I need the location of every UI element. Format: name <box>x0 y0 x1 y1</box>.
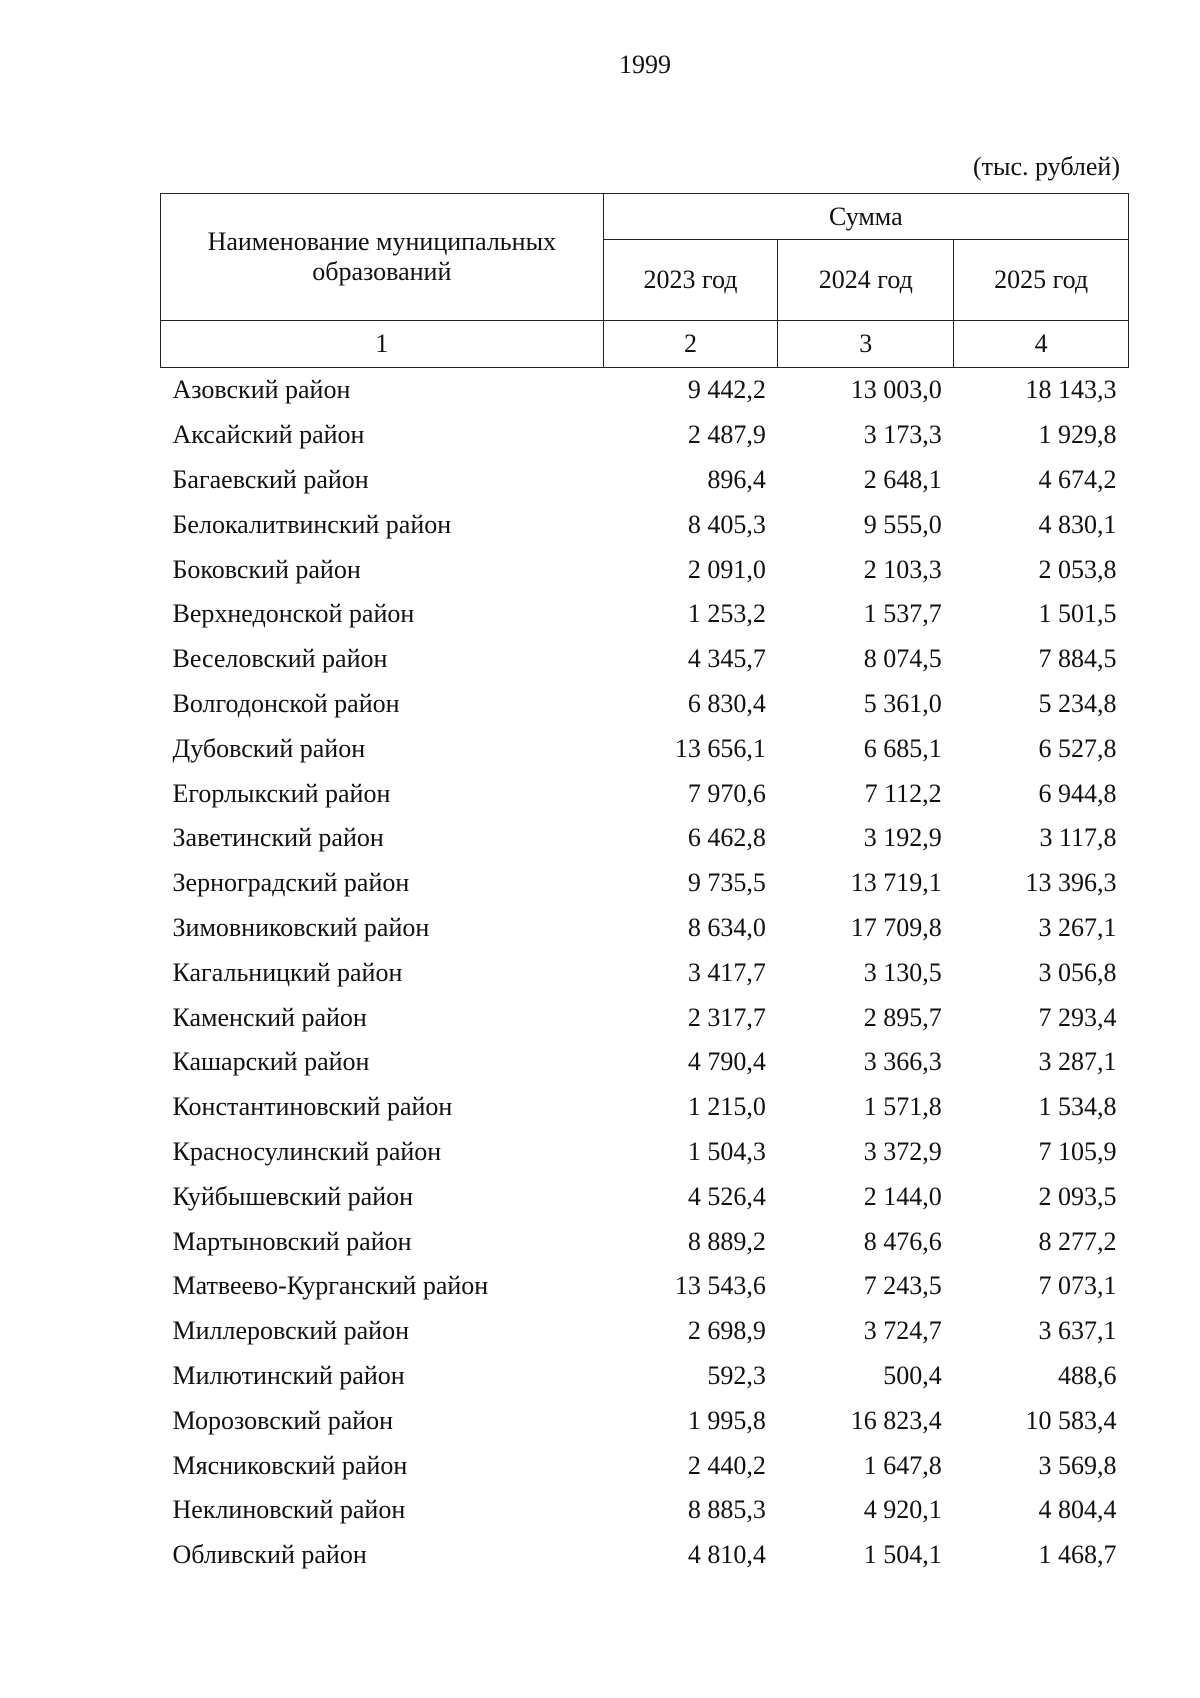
value-2024: 17 709,8 <box>850 912 942 942</box>
value-2024: 16 823,4 <box>850 1405 942 1435</box>
value-2023: 2 698,9 <box>687 1316 766 1346</box>
year-header-2025: 2025 год <box>954 240 1129 321</box>
name-column-header: Наименование муниципальных образований <box>161 194 604 321</box>
municipality-name: Константиновский район <box>172 1092 453 1122</box>
column-number-2: 2 <box>603 321 778 368</box>
value-2023: 6 830,4 <box>687 688 766 718</box>
value-2025: 3 117,8 <box>1039 823 1117 853</box>
municipality-name: Волгодонской район <box>172 688 400 718</box>
table-row <box>161 1488 1129 1533</box>
value-2023: 8 885,3 <box>687 1495 766 1525</box>
value-2024: 8 074,5 <box>863 644 942 674</box>
table-row <box>161 1264 1129 1309</box>
value-2025: 3 287,1 <box>1038 1047 1117 1077</box>
value-2024: 3 173,3 <box>863 420 942 450</box>
value-2023: 2 091,0 <box>687 554 766 584</box>
value-2023: 8 889,2 <box>687 1226 766 1256</box>
municipality-name: Зимовниковский район <box>172 912 430 942</box>
municipality-name: Обливский район <box>172 1540 367 1570</box>
value-2023: 2 487,9 <box>687 420 766 450</box>
value-2024: 4 920,1 <box>863 1495 942 1525</box>
value-2023: 896,4 <box>707 464 766 494</box>
value-2023: 1 215,0 <box>687 1092 766 1122</box>
value-2025: 18 143,3 <box>1025 375 1117 405</box>
value-2025: 5 234,8 <box>1038 688 1117 718</box>
table-row <box>161 816 1129 861</box>
value-2025: 13 396,3 <box>1025 868 1117 898</box>
value-2025: 7 884,5 <box>1038 644 1117 674</box>
value-2024: 3 192,9 <box>863 823 942 853</box>
value-2023: 4 790,4 <box>687 1047 766 1077</box>
table-row <box>161 1354 1129 1399</box>
value-2023: 7 970,6 <box>687 778 766 808</box>
municipality-name: Мясниковский район <box>172 1450 408 1480</box>
value-2023: 9 735,5 <box>687 868 766 898</box>
municipality-name: Кашарский район <box>172 1047 370 1077</box>
budget-table <box>160 193 1129 1578</box>
sum-group-header: Сумма <box>603 194 1128 240</box>
municipality-name: Боковский район <box>172 554 361 584</box>
value-2023: 13 656,1 <box>674 733 766 763</box>
municipality-name: Куйбышевский район <box>172 1181 414 1211</box>
value-2023: 4 810,4 <box>687 1540 766 1570</box>
value-2025: 4 830,1 <box>1038 509 1117 539</box>
municipality-name: Милютинский район <box>172 1360 405 1390</box>
municipality-name: Морозовский район <box>172 1405 394 1435</box>
column-number-1: 1 <box>161 321 604 368</box>
table-row <box>161 771 1129 816</box>
table-row <box>161 906 1129 951</box>
municipality-name: Азовский район <box>172 375 351 405</box>
table-row <box>161 1174 1129 1219</box>
municipality-name: Неклиновский район <box>172 1495 406 1525</box>
column-number-3: 3 <box>778 321 954 368</box>
value-2025: 2 053,8 <box>1038 554 1117 584</box>
value-2023: 8 634,0 <box>687 912 766 942</box>
municipality-name: Кагальницкий район <box>172 957 403 987</box>
municipality-name: Красносулинский район <box>172 1136 442 1166</box>
value-2024: 1 504,1 <box>863 1540 942 1570</box>
value-2024: 6 685,1 <box>863 733 942 763</box>
value-2024: 2 895,7 <box>863 1002 942 1032</box>
value-2024: 9 555,0 <box>863 509 942 539</box>
table-row <box>161 547 1129 592</box>
value-2023: 4 345,7 <box>687 644 766 674</box>
value-2024: 1 537,7 <box>863 599 942 629</box>
municipality-name: Аксайский район <box>172 420 365 450</box>
municipality-name: Каменский район <box>172 1002 367 1032</box>
table-row <box>161 1309 1129 1354</box>
table-row <box>161 682 1129 727</box>
table-row <box>161 458 1129 503</box>
value-2025: 8 277,2 <box>1038 1226 1117 1256</box>
value-2023: 9 442,2 <box>687 375 766 405</box>
table-row <box>161 1219 1129 1264</box>
column-number-4: 4 <box>954 321 1129 368</box>
value-2024: 2 103,3 <box>863 554 942 584</box>
municipality-name: Веселовский район <box>172 644 388 674</box>
value-2023: 6 462,8 <box>687 823 766 853</box>
municipality-name: Мартыновский район <box>172 1226 412 1256</box>
value-2023: 3 417,7 <box>687 957 766 987</box>
value-2024: 3 366,3 <box>863 1047 942 1077</box>
value-2024: 13 719,1 <box>850 868 942 898</box>
value-2024: 1 571,8 <box>863 1092 942 1122</box>
value-2023: 13 543,6 <box>674 1271 766 1301</box>
units-label: (тыс. рублей) <box>972 152 1120 181</box>
value-2023: 2 440,2 <box>687 1450 766 1480</box>
value-2024: 2 648,1 <box>863 464 942 494</box>
value-2025: 1 468,7 <box>1038 1540 1117 1570</box>
value-2024: 3 130,5 <box>863 957 942 987</box>
value-2025: 2 093,5 <box>1038 1181 1117 1211</box>
value-2025: 4 674,2 <box>1038 464 1117 494</box>
table-row <box>161 592 1129 637</box>
table-header <box>161 194 1129 368</box>
value-2024: 13 003,0 <box>850 375 942 405</box>
table-body <box>161 368 1129 1578</box>
table-row <box>161 726 1129 771</box>
value-2025: 488,6 <box>1058 1360 1117 1390</box>
value-2025: 7 293,4 <box>1038 1002 1117 1032</box>
value-2025: 6 944,8 <box>1038 778 1117 808</box>
year-header-2024: 2024 год <box>778 240 954 321</box>
page-number: 1999 <box>619 50 671 79</box>
table-row <box>161 995 1129 1040</box>
value-2025: 3 637,1 <box>1038 1316 1117 1346</box>
value-2023: 4 526,4 <box>687 1181 766 1211</box>
municipality-name: Миллеровский район <box>172 1316 410 1346</box>
value-2023: 1 504,3 <box>687 1136 766 1166</box>
municipality-name: Багаевский район <box>172 464 369 494</box>
table-row <box>161 413 1129 458</box>
table-row <box>161 1040 1129 1085</box>
value-2024: 8 476,6 <box>863 1226 942 1256</box>
table-row <box>161 950 1129 995</box>
value-2024: 7 112,2 <box>864 778 942 808</box>
value-2025: 7 073,1 <box>1038 1271 1117 1301</box>
municipality-name: Белокалитвинский район <box>172 509 452 539</box>
value-2024: 500,4 <box>883 1360 942 1390</box>
table-row <box>161 1398 1129 1443</box>
value-2025: 6 527,8 <box>1038 733 1117 763</box>
table-row <box>161 637 1129 682</box>
municipality-name: Зерноградский район <box>172 868 410 898</box>
table-row <box>161 368 1129 413</box>
value-2024: 3 372,9 <box>863 1136 942 1166</box>
value-2023: 1 995,8 <box>687 1405 766 1435</box>
value-2023: 8 405,3 <box>687 509 766 539</box>
value-2025: 3 267,1 <box>1038 912 1117 942</box>
municipality-name: Егорлыкский район <box>172 778 391 808</box>
table-row <box>161 1443 1129 1488</box>
year-header-2023: 2023 год <box>603 240 778 321</box>
value-2024: 3 724,7 <box>863 1316 942 1346</box>
value-2023: 1 253,2 <box>687 599 766 629</box>
table-row <box>161 861 1129 906</box>
table-row <box>161 1130 1129 1175</box>
value-2025: 10 583,4 <box>1025 1405 1117 1435</box>
municipality-name: Верхнедонской район <box>172 599 415 629</box>
value-2025: 3 569,8 <box>1038 1450 1117 1480</box>
value-2024: 1 647,8 <box>863 1450 942 1480</box>
municipality-name: Матвеево-Курганский район <box>172 1271 489 1301</box>
value-2025: 1 501,5 <box>1038 599 1117 629</box>
value-2024: 7 243,5 <box>863 1271 942 1301</box>
municipality-name: Заветинский район <box>172 823 384 853</box>
value-2024: 5 361,0 <box>863 688 942 718</box>
table-row <box>161 1085 1129 1130</box>
table-row <box>161 1533 1129 1578</box>
value-2025: 7 105,9 <box>1038 1136 1117 1166</box>
value-2023: 2 317,7 <box>687 1002 766 1032</box>
value-2023: 592,3 <box>707 1360 766 1390</box>
municipality-name: Дубовский район <box>172 733 366 763</box>
value-2025: 1 929,8 <box>1038 420 1117 450</box>
value-2025: 4 804,4 <box>1038 1495 1117 1525</box>
value-2024: 2 144,0 <box>863 1181 942 1211</box>
value-2025: 1 534,8 <box>1038 1092 1117 1122</box>
value-2025: 3 056,8 <box>1038 957 1117 987</box>
table-row <box>161 502 1129 547</box>
